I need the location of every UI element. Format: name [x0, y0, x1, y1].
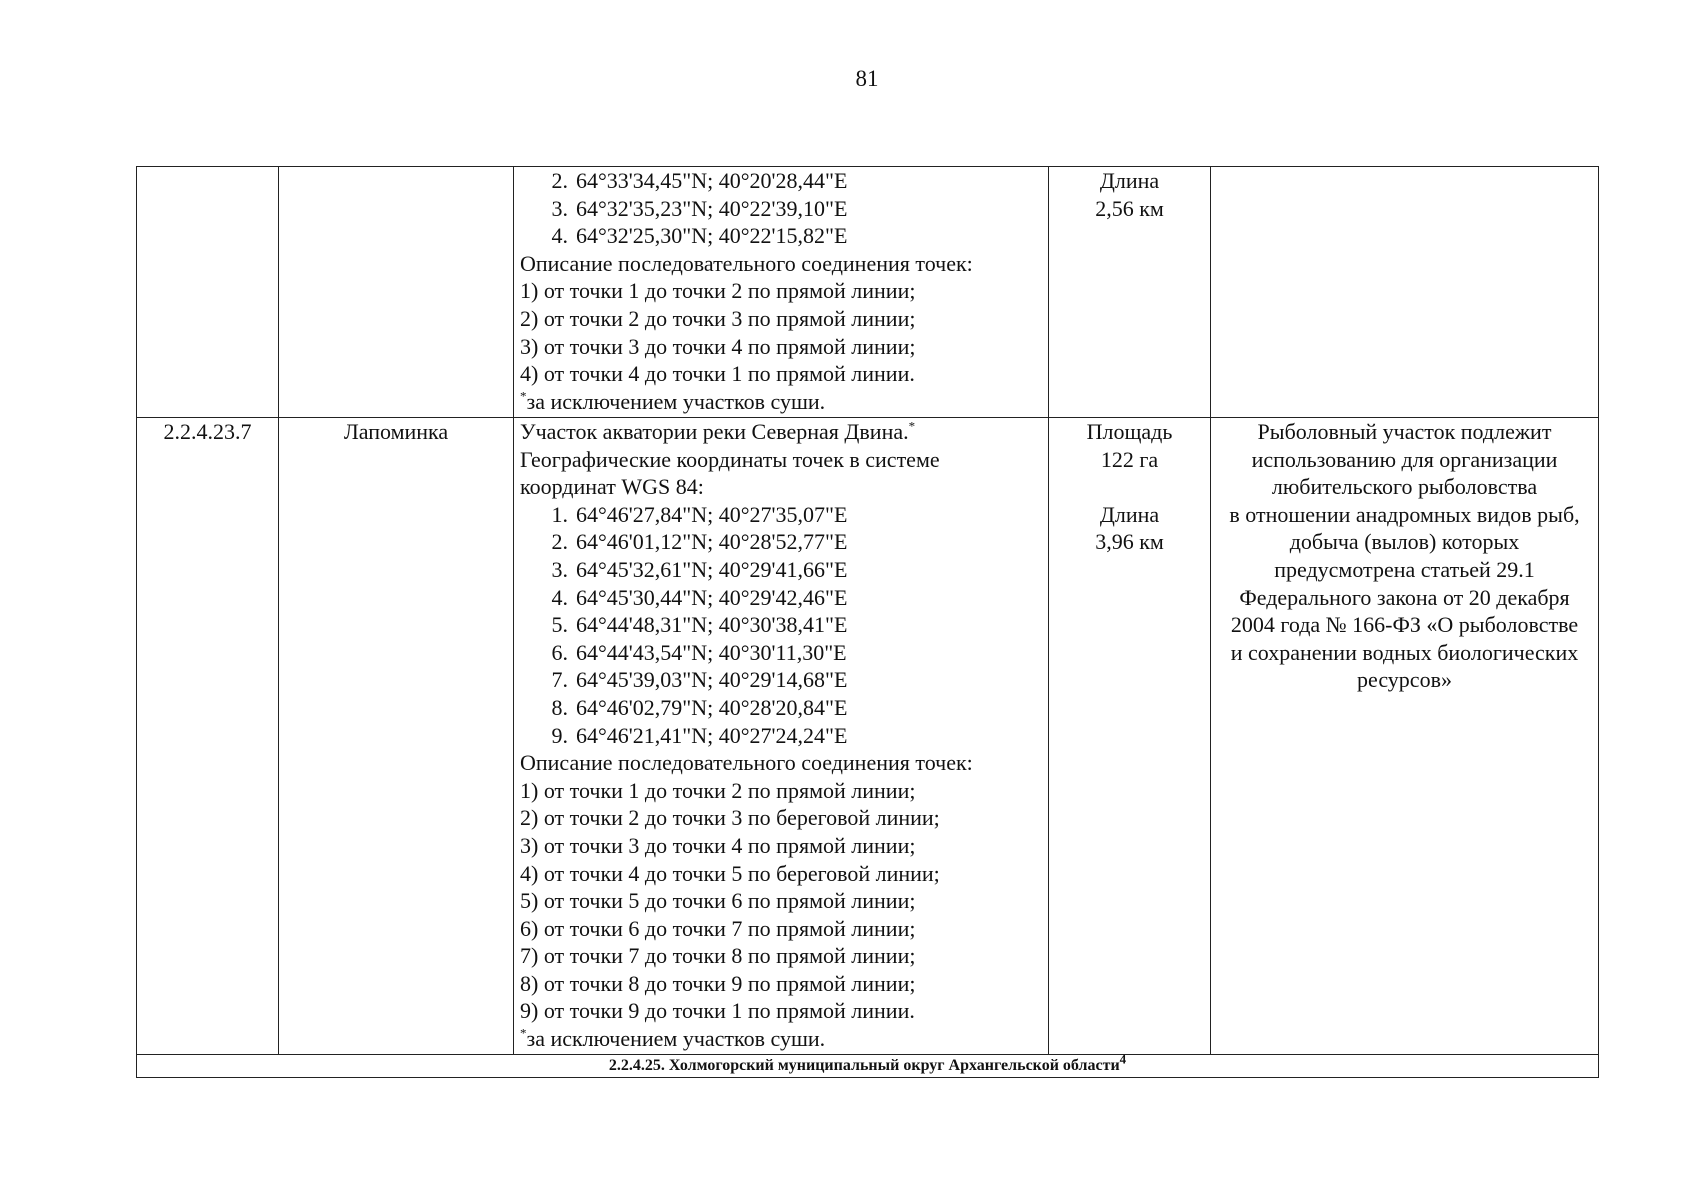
description-cell	[514, 418, 1049, 1055]
table-row	[137, 418, 1599, 1055]
connection-title: Описание последовательного соединения точек:	[520, 250, 973, 276]
purpose-line: любительского рыболовства	[1271, 474, 1538, 500]
connection-step: 5) от точки 5 до точки 6 по прямой линии;	[520, 888, 916, 914]
purpose-line: Рыболовный участок подлежит	[1257, 419, 1552, 444]
length-label: Длина	[1099, 501, 1160, 527]
purpose-line: использованию для организации	[1251, 446, 1558, 472]
coordinates-intro: Географические координаты точек в системе	[520, 446, 940, 472]
page-number: 81	[855, 66, 879, 91]
coordinate-point: 7. 64°45'39,03"N; 40°29'14,68"E	[551, 667, 848, 693]
connection-step: 8) от точки 8 до точки 9 по прямой линии;	[520, 970, 916, 996]
fishing-areas-table	[136, 166, 1599, 1078]
coordinate-point: 6. 64°44'43,54"N; 40°30'11,30"E	[551, 639, 847, 665]
description-cell	[514, 167, 1049, 418]
purpose-line: предусмотрена статьей 29.1	[1274, 556, 1535, 582]
purpose-line: и сохранении водных биологических	[1230, 639, 1579, 665]
connection-step: 9) от точки 9 до точки 1 по прямой линии.	[520, 998, 915, 1024]
connection-step: 7) от точки 7 до точки 8 по прямой линии;	[520, 943, 916, 969]
purpose-cell	[1211, 167, 1599, 418]
section-title: 2.2.4.25. Холмогорский муниципальный округ Архангельской области$^4$	[137, 1055, 1599, 1078]
section-header-row	[137, 1055, 1599, 1078]
code-cell: 2.2.4.23.7	[137, 418, 279, 1055]
coordinate-point: 2. 64°33'34,45"N; 40°20'28,44"E	[551, 168, 848, 193]
coordinates-intro: координат WGS 84:	[520, 474, 704, 500]
land-exclusion-note: *за исключением участков суши.	[520, 388, 826, 414]
area-description: Участок акватории реки Северная Двина.*	[520, 418, 916, 444]
size-label: Длина	[1099, 168, 1160, 193]
code-cell	[137, 167, 279, 418]
purpose-line: добыча (вылов) которых	[1289, 529, 1520, 555]
connection-step: 1) от точки 1 до точки 2 по прямой линии;	[520, 278, 916, 304]
table-row	[137, 167, 1599, 418]
purpose-line: в отношении анадромных видов рыб,	[1229, 501, 1580, 527]
coordinate-point: 5. 64°44'48,31"N; 40°30'38,41"E	[551, 612, 848, 638]
coordinate-point: 1. 64°46'27,84"N; 40°27'35,07"E	[551, 501, 848, 527]
coordinate-point: 2. 64°46'01,12"N; 40°28'52,77"E	[551, 529, 848, 555]
purpose-line: 2004 года № 166-ФЗ «О рыболовстве	[1230, 612, 1579, 638]
connection-step: 6) от точки 6 до точки 7 по прямой линии;	[520, 915, 916, 941]
connection-step: 4) от точки 4 до точки 5 по береговой линии;	[520, 860, 940, 886]
connection-step: 4) от точки 4 до точки 1 по прямой линии.	[520, 361, 915, 387]
coordinate-point: 8. 64°46'02,79"N; 40°28'20,84"E	[551, 694, 848, 720]
connection-title: Описание последовательного соединения точек:	[520, 750, 973, 776]
name-cell	[279, 167, 514, 418]
name-cell: Лапоминка	[279, 418, 514, 1055]
coordinate-point: 3. 64°45'32,61"N; 40°29'41,66"E	[551, 556, 848, 582]
purpose-line: Федерального закона от 20 декабря	[1239, 584, 1570, 610]
size-value: 2,56 км	[1095, 195, 1164, 221]
size-cell	[1049, 418, 1211, 1055]
connection-step: 2) от точки 2 до точки 3 по береговой линии;	[520, 805, 940, 831]
area-value: 122 га	[1100, 446, 1159, 472]
purpose-line: ресурсов»	[1357, 667, 1452, 693]
connection-step: 1) от точки 1 до точки 2 по прямой линии;	[520, 777, 916, 803]
connection-step: 2) от точки 2 до точки 3 по прямой линии;	[520, 305, 916, 331]
area-label: Площадь	[1086, 419, 1173, 444]
purpose-cell	[1211, 418, 1599, 1055]
land-exclusion-note: *за исключением участков суши.	[520, 1025, 826, 1052]
connection-step: 3) от точки 3 до точки 4 по прямой линии;	[520, 333, 916, 359]
connection-step: 3) от точки 3 до точки 4 по прямой линии;	[520, 832, 916, 858]
coordinate-point: 4. 64°45'30,44"N; 40°29'42,46"E	[551, 584, 848, 610]
coordinate-point: 4. 64°32'25,30"N; 40°22'15,82"E	[551, 223, 848, 249]
coordinate-point: 9. 64°46'21,41"N; 40°27'24,24"E	[551, 722, 848, 748]
coordinate-point: 3. 64°32'35,23"N; 40°22'39,10"E	[551, 195, 848, 221]
length-value: 3,96 км	[1095, 529, 1164, 555]
size-cell	[1049, 167, 1211, 418]
